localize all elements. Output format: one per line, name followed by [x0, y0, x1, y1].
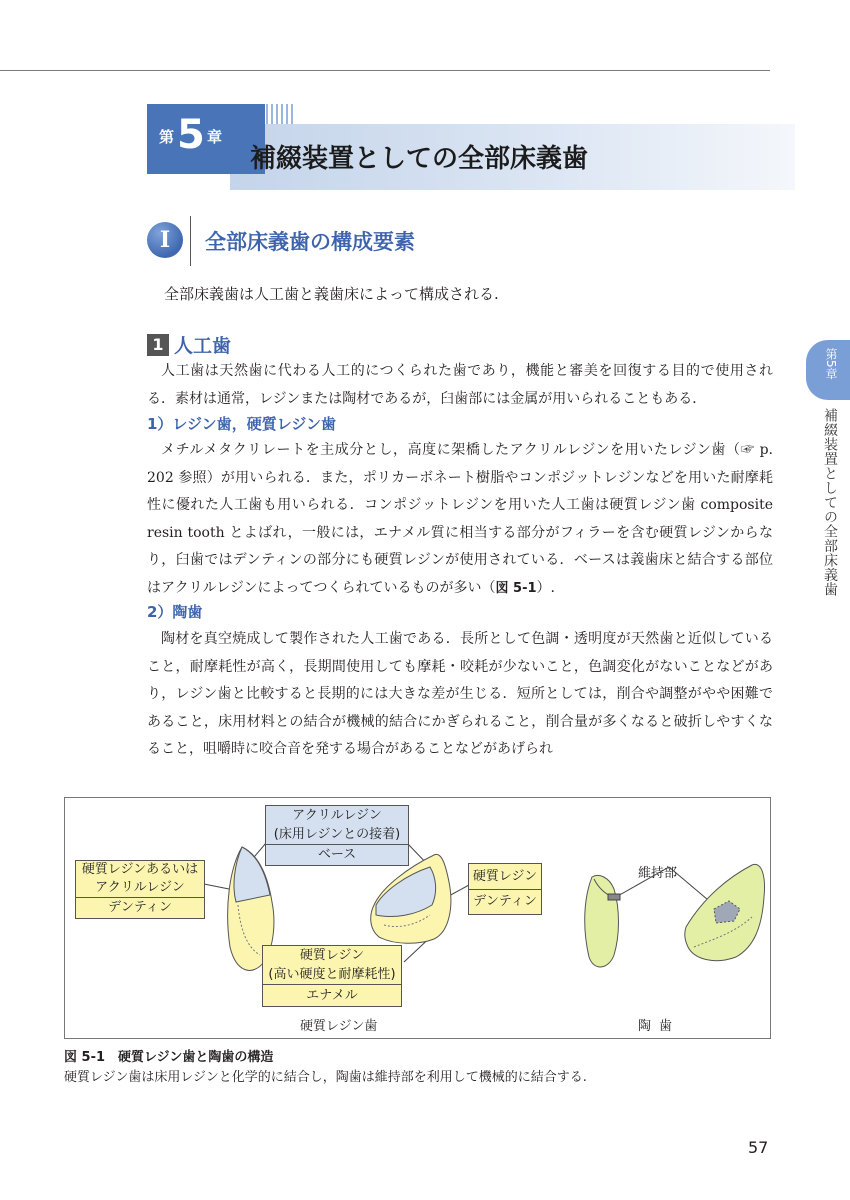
figure-caption-right: 陶歯 — [638, 1019, 681, 1034]
section-divider — [190, 216, 191, 266]
porcelain-tooth-right-shape — [685, 864, 765, 960]
label-dentin-right-line2: デンティン — [469, 889, 541, 914]
right-resin-tooth-shape — [371, 854, 451, 943]
side-chapter-label: 第5章 — [824, 348, 838, 380]
subsection-number: 1 — [147, 334, 169, 356]
label-base-line3: ベース — [266, 844, 408, 865]
label-dentin-right — [468, 863, 542, 915]
label-base — [265, 805, 409, 866]
figure-caption-title: 図 5-1 硬質レジン歯と陶歯の構造 — [64, 1050, 274, 1065]
item1-text-a: メチルメタクリレートを主成分とし，高度に架橋したアクリルレジンを用いたレジン歯（☞ p. 202 参照）が用いられる．また，ポリカーボネート樹脂やコンポジットレジンなどを用いた耐摩耗性に優れた人工歯も用いられる．コンポジットレジンを用いた人工歯は硬質レジン歯 composite resin tooth とよばれ，一般には，エナメル質に相当する部分がフィラーを含む硬質レジンからなり，臼歯ではデンティンの部分にも硬質レジンが使用されている．ベースは義歯床と結合する部位はアクリルレジンによってつくられているものが多い（ — [147, 442, 773, 596]
label-dentin-right-line1: 硬質レジン — [472, 869, 538, 884]
chapter-number-box — [147, 104, 265, 174]
section-title: 全部床義歯の構成要素 — [205, 230, 415, 254]
label-base-line2: (床用レジンとの接着) — [273, 827, 401, 842]
label-dentin-left-line3: デンティン — [76, 897, 204, 918]
intro-paragraph: 人工歯は天然歯に代わる人工的につくられた歯であり，機能と審美を回復する目的で使用される．素材は通常，レジンまたは陶材であるが，臼歯部には金属が用いられることもある． — [147, 363, 773, 407]
label-enamel-line3: エナメル — [263, 984, 401, 1006]
section-numeral-badge: I — [147, 222, 183, 258]
page-number: 57 — [748, 1138, 769, 1157]
subsection-title: 人工歯 — [174, 335, 232, 357]
label-base-line1: アクリルレジン — [292, 808, 382, 823]
item1-heading: 1）レジン歯，硬質レジン歯 — [147, 415, 336, 433]
figure-reference[interactable]: 図 5-1 — [495, 580, 537, 596]
item1-paragraph — [147, 437, 773, 602]
section-lead: 全部床義歯は人工歯と義歯床によって構成される. — [164, 285, 499, 303]
chapter-number: 5 — [177, 112, 205, 158]
chapter-banner-stripes — [266, 104, 296, 124]
side-chapter-title: 補綴装置としての全部床義歯 — [822, 408, 838, 597]
label-dentin-left-line1: 硬質レジンあるいは — [81, 862, 199, 877]
figure-caption-body: 硬質レジン歯は床用レジンと化学的に結合し，陶歯は維持部を利用して機械的に結合する. — [64, 1070, 587, 1085]
label-enamel-line2: (高い硬度と耐摩耗性) — [268, 967, 396, 982]
label-enamel-line1: 硬質レジン — [299, 948, 365, 963]
label-dentin-left — [75, 860, 205, 919]
label-retention: 維持部 — [638, 866, 678, 881]
label-dentin-left-line2: アクリルレジン — [95, 880, 185, 895]
chapter-title: 補綴装置としての全部床義歯 — [250, 144, 589, 174]
item1-text-b: ）. — [536, 579, 555, 596]
item2-heading: 2）陶歯 — [147, 603, 203, 621]
item2-paragraph: 陶材を真空焼成して製作された人工歯である．長所として色調・透明度が天然歯と近似していること，耐摩耗性が高く，長期間使用しても摩耗・咬耗が少ないこと，色調変化がないことなどがあり，レジン歯と比較すると長期的には大きな差が生じる．短所としては，削合や調整がやや困難であること，床用材料との結合が機械的結合にかぎられること，削合量が多くなると破折しやすくなること，咀嚼時に咬合音を発する場合があることなどがあげられ — [147, 631, 773, 757]
chapter-suffix: 章 — [207, 128, 223, 146]
porcelain-tooth-left-shape — [585, 876, 620, 967]
label-enamel — [262, 945, 402, 1007]
header-rule — [0, 70, 770, 71]
figure-caption-left: 硬質レジン歯 — [300, 1019, 378, 1034]
chapter-prefix: 第 — [159, 128, 175, 146]
